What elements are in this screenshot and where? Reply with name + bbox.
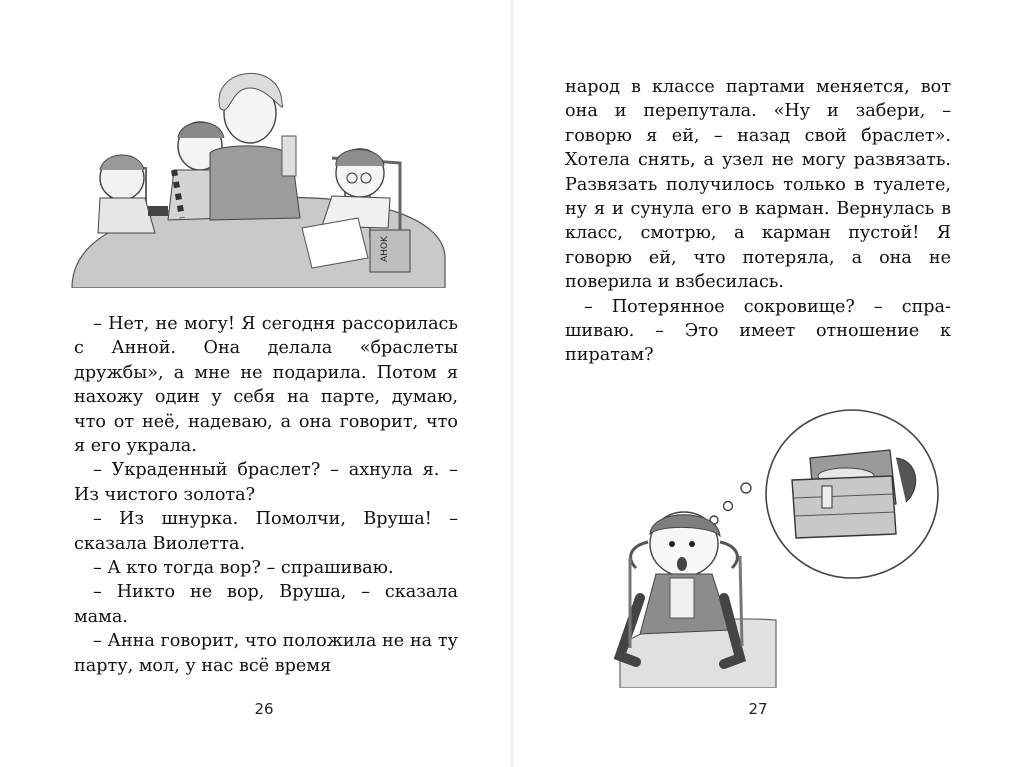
page-number-left: 26 [254,700,274,718]
paragraph: – Украденный браслет? – ахнула я. – Из чистого золота? [74,460,458,505]
paragraph: – Анна говорит, что положила не на ту парту, мол, у нас всё время [74,631,458,676]
family-table-illustration [70,58,450,288]
left-page-text [74,312,458,678]
paragraph: – Нет, не могу! Я сегодня рассорилась с Анной. Она делала «браслеты дружбы», а мне не подарила. Потом я нахожу один у себя на парте, думаю, что от неё, надеваю, а она говорит, что я его украла. [74,314,458,457]
paragraph: народ в классе партами меняется, вот она и перепутала. «Ну и забери, – говорю я ей, – назад свой браслет». Хотела снять, а узел не могу развязать. Развязать получилось только в туалете, ну я и сунула его в карман. Вернулась в класс, смотрю, а карман пустой! Я говорю ей, что потеряла, а она не поверила и взбесилась. [565,77,951,293]
page-number-right: 27 [748,700,768,718]
paragraph: – Потерянное сокровище? – спрашиваю. – Это имеет отношение к пиратам? [565,296,951,366]
paragraph: – Никто не вор, Вруша, – сказала мама. [74,582,458,627]
paragraph: – А кто тогда вор? – спрашиваю. [93,558,394,579]
paragraph: – Из шнурка. Помолчи, Вруша! – сказала Виолетта. [74,509,458,554]
right-page-text [565,75,951,368]
girl-dreaming-treasure-illustration [600,408,960,688]
right-page [512,0,1024,767]
book-label: AHOK [380,236,390,262]
